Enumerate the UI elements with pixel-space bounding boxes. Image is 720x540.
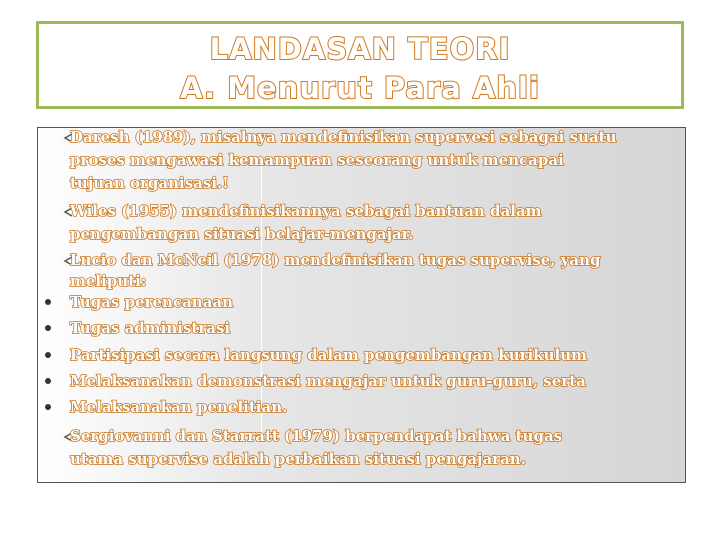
bullet-dot-icon bbox=[45, 404, 51, 410]
bullet-dot-icon bbox=[45, 352, 51, 358]
paragraph-daresh-line-3: tujuan organisasi.! bbox=[70, 174, 229, 192]
title-box bbox=[36, 21, 684, 109]
paragraph-daresh-line-2: proses mengawasi kemampuan seseorang untuk mencapai bbox=[70, 151, 564, 169]
list-item: Partisipasi secara langsung dalam pengembangan kurikulum bbox=[70, 346, 587, 364]
bullet-dot-icon bbox=[45, 325, 51, 331]
paragraph-wiles-line-1: Wiles (1955) mendefinisikannya sebagai bantuan dalam bbox=[70, 202, 542, 220]
slide-subtitle: A. Menurut Para Ahli bbox=[180, 71, 540, 105]
bullet-dot-icon bbox=[45, 378, 51, 384]
paragraph-daresh-line-1: Daresh (1989), misalnya mendefinisikan supervesi sebagai suatu bbox=[70, 128, 617, 146]
paragraph-wiles-line-2: pengembangan situasi belajar-mengajar. bbox=[70, 225, 414, 243]
paragraph-sergiovanni-line-1: Sergiovanni dan Starratt (1979) berpendapat bahwa tugas bbox=[70, 427, 563, 445]
list-item: Tugas perencanaan bbox=[70, 293, 234, 311]
list-item: Melaksanakan penelitian. bbox=[70, 398, 288, 416]
paragraph-lucio-line-1: Lucio dan McNeil (1978) mendefinisikan tugas supervise, yang bbox=[70, 251, 601, 269]
slide-title: LANDASAN TEORI bbox=[209, 32, 511, 66]
paragraph-sergiovanni-line-2: utama supervise adalah perbaikan situasi pengajaran. bbox=[70, 450, 526, 468]
bullet-dot-icon bbox=[45, 299, 51, 305]
list-item: Tugas administrasi bbox=[70, 319, 231, 337]
paragraph-lucio-line-2: meliputi: bbox=[70, 272, 147, 290]
list-item: Melaksanakan demonstrasi mengajar untuk guru-guru, serta bbox=[70, 372, 586, 390]
